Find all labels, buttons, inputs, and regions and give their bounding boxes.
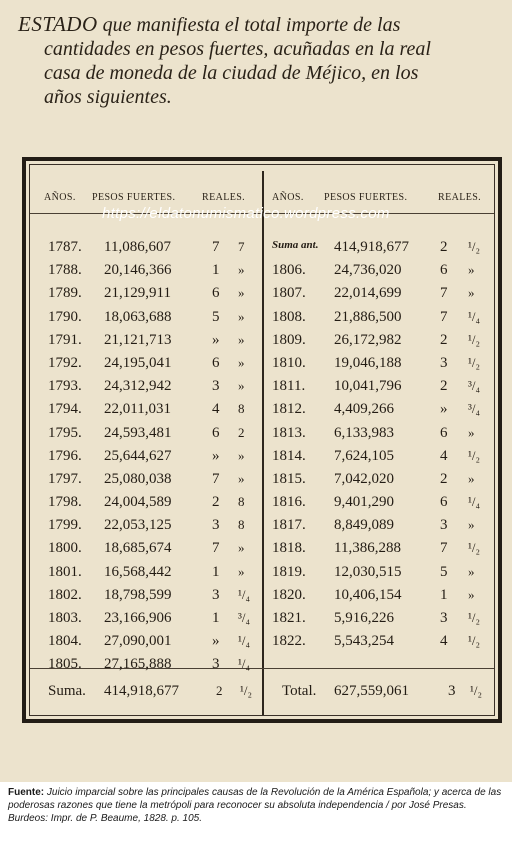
cell-pesos: 24,593,481	[104, 424, 172, 441]
table-row	[268, 562, 504, 585]
source-caption	[8, 786, 506, 825]
cell-pesos: 11,386,288	[334, 540, 401, 557]
cell-pesos: 9,401,290	[334, 494, 394, 511]
header-reales: REALES.	[438, 192, 482, 203]
table-row	[36, 469, 260, 492]
cell-pesos: 20,146,366	[104, 262, 172, 279]
cell-reales: 6	[440, 494, 448, 511]
table-row	[36, 399, 260, 422]
cell-frac: ¹/₄	[238, 633, 251, 649]
cell-pesos: 7,042,020	[334, 470, 394, 487]
cell-pesos: 27,165,888	[104, 656, 172, 673]
cell-reales: 6	[212, 285, 220, 302]
cell-pesos: 24,312,942	[104, 378, 172, 395]
cell-year: 1791.	[48, 331, 82, 348]
cell-year: 1810.	[272, 354, 306, 371]
sum-label: Suma.	[48, 683, 86, 699]
table-row	[36, 538, 260, 561]
cell-year: 1816.	[272, 494, 306, 511]
cell-pesos: 25,644,627	[104, 447, 172, 464]
cell-reales: 3	[440, 354, 448, 371]
cell-frac: »	[238, 331, 245, 347]
cell-frac: »	[468, 470, 475, 486]
table-row	[268, 307, 504, 330]
cell-year: 1806.	[272, 262, 306, 279]
cell-pesos: 10,406,154	[334, 586, 402, 603]
table-row	[268, 608, 504, 631]
table-row	[36, 376, 260, 399]
cell-frac: ¹/₂	[468, 331, 481, 347]
table-row	[36, 237, 260, 260]
cell-reales: 5	[212, 308, 220, 325]
cell-year: 1808.	[272, 308, 306, 325]
right-rows	[268, 237, 504, 654]
cell-reales: »	[212, 447, 220, 464]
cell-year: 1804.	[48, 633, 82, 650]
table-row	[36, 330, 260, 353]
cell-reales: 1	[212, 262, 220, 279]
cell-frac: ¹/₄	[238, 586, 251, 602]
cell-pesos: 5,916,226	[334, 610, 394, 626]
cell-frac: »	[468, 586, 475, 602]
cell-year: 1796.	[48, 447, 82, 464]
total-reales: 3	[448, 683, 456, 699]
cell-reales: 3	[212, 378, 220, 395]
heading-line-2: cantidades en pesos fuertes, acuñadas en la real	[44, 38, 431, 60]
cell-year: 1818.	[272, 540, 306, 557]
table-row	[268, 237, 504, 260]
cell-frac: ¹/₄	[468, 308, 481, 324]
cell-year: 1815.	[272, 470, 306, 487]
cell-frac: »	[468, 424, 475, 440]
table-row	[268, 423, 504, 446]
caption-text: Juicio imparcial sobre las principales causas de la Revolución de la América Española; y acerca de las poderosas razones que tiene la metrópoli para reconocer su absoluta independencia / por José Presas. Burdeos: Impr. de P. Beaume, 1828. p. 105.	[8, 787, 502, 824]
table-row	[36, 562, 260, 585]
cell-year: 1793.	[48, 378, 82, 395]
cell-frac: ¹/₂	[468, 633, 481, 649]
sum-pesos: 414,918,677	[104, 683, 179, 699]
cell-pesos: 10,041,796	[334, 378, 402, 395]
cell-frac: »	[238, 563, 245, 579]
left-sum-row	[36, 677, 260, 707]
heading-line-3: casa de moneda de la ciudad de Méjico, en los	[44, 62, 419, 84]
cell-reales: 2	[440, 239, 448, 255]
cell-year: 1817.	[272, 517, 306, 534]
cell-frac: »	[238, 378, 245, 394]
cell-year: 1800.	[48, 540, 82, 557]
heading-first-word: ESTADO	[18, 12, 98, 36]
table-row	[268, 283, 504, 306]
cell-frac: »	[468, 563, 475, 579]
cell-reales: 7	[440, 285, 448, 302]
cell-pesos: 21,121,713	[104, 331, 172, 348]
cell-year: 1814.	[272, 447, 306, 464]
cell-reales: 6	[440, 262, 448, 279]
cell-reales: 3	[212, 656, 220, 673]
cell-year: 1813.	[272, 424, 306, 441]
table-row	[268, 515, 504, 538]
cell-reales: 4	[212, 401, 220, 418]
cell-reales: 6	[440, 424, 448, 441]
cell-year: 1819.	[272, 563, 306, 580]
table-row	[36, 353, 260, 376]
cell-reales: »	[212, 633, 220, 650]
cell-frac: ¹/₂	[468, 354, 481, 370]
cell-year: 1803.	[48, 610, 82, 626]
cell-frac: »	[238, 540, 245, 556]
table-row	[268, 492, 504, 515]
cell-frac: »	[238, 285, 245, 301]
cell-year: 1807.	[272, 285, 306, 302]
header-reales: REALES.	[202, 192, 246, 203]
cell-pesos: 26,172,982	[334, 331, 402, 348]
cell-reales: 1	[212, 610, 220, 626]
table-frame	[22, 157, 502, 723]
cell-reales: 5	[440, 563, 448, 580]
cell-frac: 7	[238, 239, 245, 254]
cell-reales: 7	[440, 540, 448, 557]
sum-reales: 2	[216, 683, 223, 698]
table-row	[36, 283, 260, 306]
cell-reales: 7	[212, 239, 220, 255]
cell-pesos: 4,409,266	[334, 401, 394, 418]
cell-pesos: 18,063,688	[104, 308, 172, 325]
cell-pesos: 12,030,515	[334, 563, 402, 580]
cell-reales: 2	[440, 331, 448, 348]
cell-frac: »	[468, 285, 475, 301]
cell-year: 1792.	[48, 354, 82, 371]
cell-pesos: 24,004,589	[104, 494, 172, 511]
cell-pesos: 6,133,983	[334, 424, 394, 441]
table-row	[268, 538, 504, 561]
total-pesos: 627,559,061	[334, 683, 409, 699]
table-row	[268, 330, 504, 353]
cell-year: 1821.	[272, 610, 306, 626]
cell-frac: 2	[238, 424, 245, 440]
cell-year: 1787.	[48, 239, 82, 255]
sum-frac: ¹/₂	[240, 683, 253, 698]
table-row	[36, 585, 260, 608]
cell-year: 1822.	[272, 633, 306, 650]
column-divider	[262, 171, 264, 715]
cell-year: 1798.	[48, 494, 82, 511]
cell-year: 1811.	[272, 378, 306, 395]
cell-frac: 8	[238, 494, 245, 510]
cell-frac: 8	[238, 401, 245, 417]
cell-frac: 8	[238, 517, 245, 533]
right-sum-row	[268, 677, 504, 707]
cell-pesos: 8,849,089	[334, 517, 394, 534]
table-row	[36, 307, 260, 330]
cell-reales: 2	[440, 378, 448, 395]
cell-pesos: 19,046,188	[334, 354, 402, 371]
header-years: AÑOS.	[272, 192, 304, 203]
cell-year: 1797.	[48, 470, 82, 487]
cell-reales: 4	[440, 633, 448, 650]
cell-frac: »	[238, 470, 245, 486]
cell-reales: 4	[440, 447, 448, 464]
cell-frac: ¹/₂	[468, 610, 481, 625]
cell-pesos: 11,086,607	[104, 239, 171, 255]
cell-frac: »	[238, 308, 245, 324]
left-rows	[36, 237, 260, 678]
table-row	[36, 608, 260, 631]
cell-pesos: 21,886,500	[334, 308, 402, 325]
heading-line-1: que manifiesta el total importe de las	[102, 14, 401, 36]
cell-reales: 3	[212, 517, 220, 534]
table-row	[36, 260, 260, 283]
cell-pesos: 414,918,677	[334, 239, 409, 255]
cell-year: 1802.	[48, 586, 82, 603]
cell-year: 1801.	[48, 563, 82, 580]
cell-frac: ¹/₂	[468, 540, 481, 556]
cell-reales: 3	[440, 517, 448, 534]
cell-pesos: 24,736,020	[334, 262, 402, 279]
cell-reales: 1	[212, 563, 220, 580]
cell-year: 1794.	[48, 401, 82, 418]
cell-year: 1820.	[272, 586, 306, 603]
watermark-url: https://eldatonumismatico.wordpress.com	[102, 205, 390, 222]
cell-pesos: 7,624,105	[334, 447, 394, 464]
cell-pesos: 18,798,599	[104, 586, 172, 603]
cell-reales: »	[212, 331, 220, 348]
caption-label: Fuente:	[8, 787, 45, 798]
table-row	[268, 376, 504, 399]
cell-reales: 3	[440, 610, 448, 626]
cell-frac: »	[468, 262, 475, 278]
header-pesos: PESOS FUERTES.	[92, 192, 176, 203]
table-row	[268, 260, 504, 283]
table-heading	[18, 12, 504, 109]
cell-pesos: 21,129,911	[104, 285, 171, 302]
cell-frac: ¹/₂	[468, 239, 481, 254]
cell-pesos: 22,011,031	[104, 401, 171, 418]
header-pesos: PESOS FUERTES.	[324, 192, 408, 203]
table-row	[268, 399, 504, 422]
table-row	[36, 515, 260, 538]
cell-reales: 2	[212, 494, 220, 511]
table-row	[36, 631, 260, 654]
cell-frac: ¹/₄	[238, 656, 251, 672]
cell-reales: 7	[212, 470, 220, 487]
cell-year: Suma ant.	[272, 239, 319, 251]
table-row	[36, 423, 260, 446]
cell-year: 1795.	[48, 424, 82, 441]
cell-pesos: 23,166,906	[104, 610, 172, 626]
cell-reales: 3	[212, 586, 220, 603]
cell-reales: 1	[440, 586, 448, 603]
cell-pesos: 22,014,699	[334, 285, 402, 302]
cell-year: 1788.	[48, 262, 82, 279]
cell-reales: 7	[440, 308, 448, 325]
cell-year: 1789.	[48, 285, 82, 302]
table-row	[36, 492, 260, 515]
total-frac: ¹/₂	[470, 683, 483, 698]
cell-frac: ¹/₂	[468, 447, 481, 463]
cell-pesos: 25,080,038	[104, 470, 172, 487]
cell-reales: 7	[212, 540, 220, 557]
cell-year: 1812.	[272, 401, 306, 418]
cell-frac: »	[238, 354, 245, 370]
table-inner-border	[29, 164, 495, 716]
cell-reales: 6	[212, 424, 220, 441]
cell-pesos: 16,568,442	[104, 563, 172, 580]
cell-reales: 2	[440, 470, 448, 487]
header-years: AÑOS.	[44, 192, 76, 203]
cell-pesos: 22,053,125	[104, 517, 172, 534]
table-row	[268, 353, 504, 376]
table-row	[268, 446, 504, 469]
cell-frac: ¹/₄	[468, 494, 481, 510]
cell-reales: »	[440, 401, 448, 418]
cell-frac: ³/₄	[238, 610, 251, 625]
cell-year: 1809.	[272, 331, 306, 348]
cell-reales: 6	[212, 354, 220, 371]
cell-year: 1790.	[48, 308, 82, 325]
table-row	[36, 654, 260, 677]
cell-pesos: 5,543,254	[334, 633, 394, 650]
cell-year: 1805.	[48, 656, 82, 673]
cell-frac: »	[238, 262, 245, 278]
cell-frac: ³/₄	[468, 401, 481, 417]
cell-frac: »	[238, 447, 245, 463]
heading-line-4: años siguientes.	[44, 86, 172, 108]
cell-pesos: 24,195,041	[104, 354, 172, 371]
cell-frac: »	[468, 517, 475, 533]
total-label: Total.	[282, 683, 317, 699]
cell-pesos: 27,090,001	[104, 633, 172, 650]
cell-frac: ³/₄	[468, 378, 481, 394]
table-row	[268, 585, 504, 608]
table-row	[268, 469, 504, 492]
cell-year: 1799.	[48, 517, 82, 534]
cell-pesos: 18,685,674	[104, 540, 172, 557]
table-row	[36, 446, 260, 469]
table-row	[268, 631, 504, 654]
